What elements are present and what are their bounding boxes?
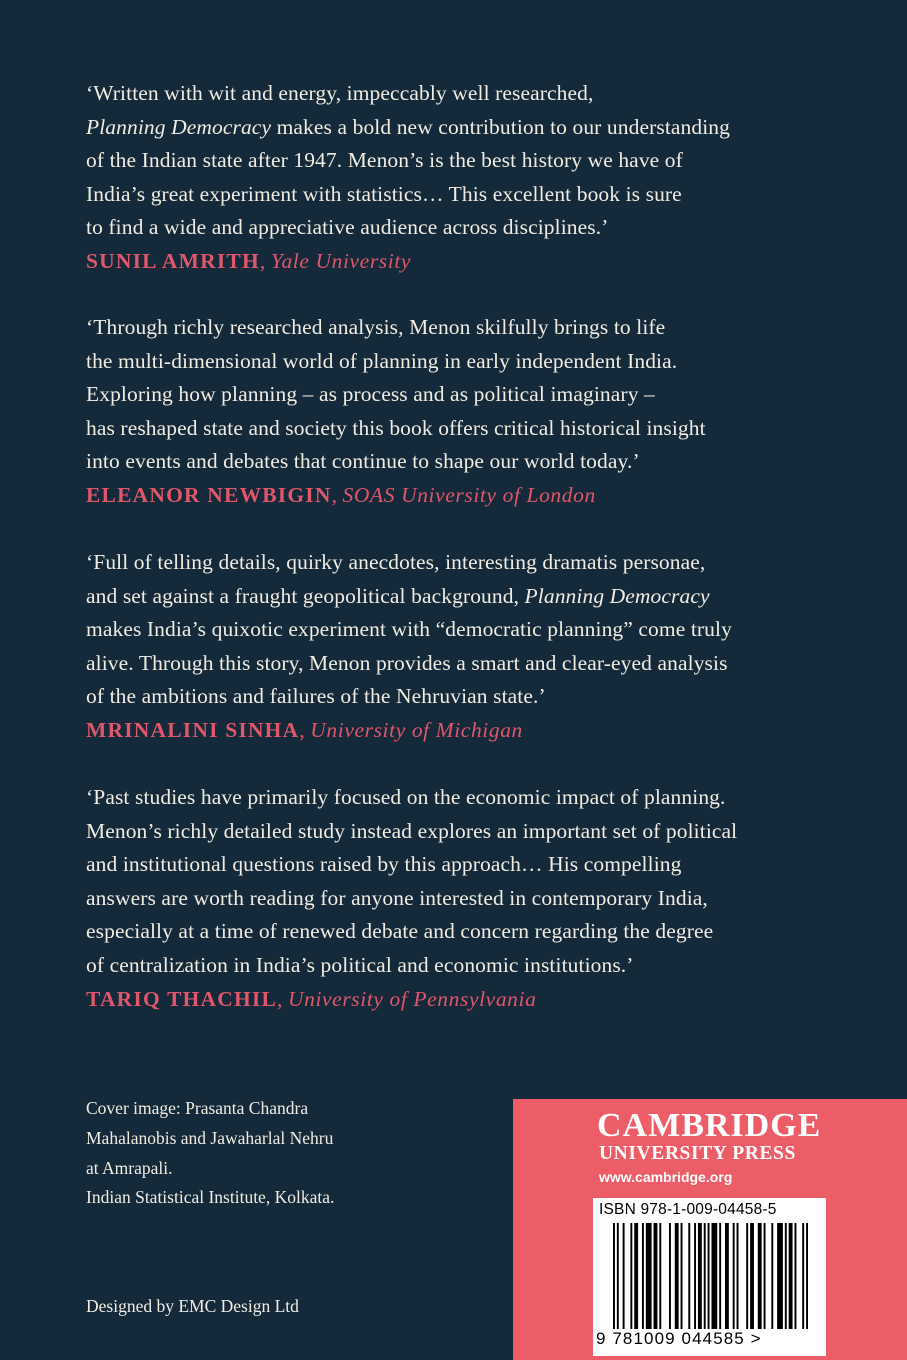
quote-line: into events and debates that continue to shape our world today.’ xyxy=(86,449,640,474)
barcode-bar xyxy=(764,1223,766,1329)
barcode-bar xyxy=(750,1223,754,1329)
barcode-bar xyxy=(646,1223,652,1329)
quote-line: especially at a time of renewed debate and concern regarding the degree xyxy=(86,919,714,944)
cover-image-credit xyxy=(86,1094,334,1213)
quote-line-rest: makes a bold new contribution to our understanding xyxy=(271,114,731,139)
barcode-bar xyxy=(746,1223,748,1329)
barcode-bar xyxy=(719,1223,721,1329)
barcode-bar xyxy=(737,1223,739,1329)
barcode-bar xyxy=(704,1223,706,1329)
quote-line: to find a wide and appreciative audience across disciplines.’ xyxy=(86,215,609,240)
barcode-bar xyxy=(669,1223,671,1329)
endorser-name: TARIQ THACHIL xyxy=(86,986,278,1011)
endorsement-1 xyxy=(86,77,826,279)
quote-line: of centralization in India’s political and economic institutions.’ xyxy=(86,952,634,977)
barcode-bar xyxy=(623,1223,625,1329)
endorsement-2 xyxy=(86,311,826,513)
quote-line: of the Indian state after 1947. Menon’s is the best history we have of xyxy=(86,148,683,173)
barcode-bar xyxy=(725,1223,729,1329)
barcode-bar xyxy=(681,1223,683,1329)
endorser-name: ELEANOR NEWBIGIN xyxy=(86,482,332,507)
book-title: Planning Democracy xyxy=(524,583,710,608)
quote-line: the multi-dimensional world of planning in early independent India. xyxy=(86,348,678,373)
barcode-bar xyxy=(771,1223,773,1329)
endorser-name: SUNIL AMRITH xyxy=(86,248,260,273)
credit-line: Cover image: Prasanta Chandra xyxy=(86,1098,309,1118)
endorser-institution: University of Michigan xyxy=(310,717,523,742)
quote-line: and institutional questions raised by this approach… His compelling xyxy=(86,852,682,877)
barcode-bar xyxy=(642,1223,644,1329)
endorser-attribution: TARIQ THACHIL, University of Pennsylvania xyxy=(86,986,537,1011)
quote-line: of the ambitions and failures of the Nehruvian state.’ xyxy=(86,684,546,709)
design-credit xyxy=(86,1292,299,1322)
endorser-institution: University of Pennsylvania xyxy=(287,986,537,1011)
quote-line xyxy=(86,111,826,145)
design-credit-text: Designed by EMC Design Ltd xyxy=(86,1296,299,1316)
quote-line: India’s great experiment with statistics… This excellent book is sure xyxy=(86,181,682,206)
barcode-bar xyxy=(806,1223,808,1329)
isbn-label: ISBN 978-1-009-04458-5 xyxy=(599,1201,777,1218)
barcode-bar xyxy=(733,1223,735,1329)
barcode-bar xyxy=(698,1223,702,1329)
barcode-bar xyxy=(711,1223,717,1329)
quote-line: has reshaped state and society this book offers critical historical insight xyxy=(86,415,706,440)
credit-line: at Amrapali. xyxy=(86,1157,173,1178)
barcode-bar xyxy=(654,1223,658,1329)
endorser-attribution: ELEANOR NEWBIGIN, SOAS University of London xyxy=(86,482,596,507)
quote-line: Menon’s richly detailed study instead explores an important set of political xyxy=(86,818,738,843)
endorsement-4 xyxy=(86,781,826,1016)
quote-line: ‘Full of telling details, quirky anecdotes, interesting dramatis personae, xyxy=(86,550,706,574)
quote-line: makes India’s quixotic experiment with “democratic planning” come truly xyxy=(86,617,732,642)
barcode-bar xyxy=(794,1223,796,1329)
barcode-bar xyxy=(617,1223,619,1329)
barcode-bar xyxy=(708,1223,710,1329)
isbn-barcode xyxy=(593,1198,826,1356)
barcode-bar xyxy=(785,1223,787,1329)
endorser-attribution: SUNIL AMRITH, Yale University xyxy=(86,248,412,273)
credit-line: Mahalanobis and Jawaharlal Nehru xyxy=(86,1127,334,1148)
barcode-bar xyxy=(630,1223,632,1329)
barcode-bar xyxy=(688,1223,690,1329)
publisher-url: www.cambridge.org xyxy=(599,1169,733,1185)
quote-line xyxy=(86,580,826,614)
barcode-bar xyxy=(777,1223,783,1329)
barcode-bar xyxy=(613,1223,615,1329)
endorser-institution: SOAS University of London xyxy=(342,482,596,507)
publisher-press: UNIVERSITY PRESS xyxy=(599,1143,796,1164)
quote-line: Exploring how planning – as process and as political imaginary – xyxy=(86,382,655,407)
endorsement-3 xyxy=(86,546,826,748)
barcode-bars xyxy=(613,1223,808,1329)
quote-line: ‘Written with wit and energy, impeccably well researched, xyxy=(86,81,594,105)
credit-line: Indian Statistical Institute, Kolkata. xyxy=(86,1187,335,1208)
quote-line: ‘Past studies have primarily focused on the economic impact of planning. xyxy=(86,785,726,809)
publisher-box xyxy=(513,1099,907,1360)
barcode-bar xyxy=(694,1223,696,1329)
barcode-bar xyxy=(789,1223,793,1329)
barcode-bar xyxy=(675,1223,679,1329)
barcode-digits: 9 781009 044585 > xyxy=(596,1329,762,1348)
endorser-attribution: MRINALINI SINHA, University of Michigan xyxy=(86,717,523,742)
barcode-bar xyxy=(659,1223,661,1329)
quote-line: alive. Through this story, Menon provides a smart and clear-eyed analysis xyxy=(86,650,728,675)
quote-line: ‘Through richly researched analysis, Menon skilfully brings to life xyxy=(86,315,666,339)
book-title: Planning Democracy xyxy=(86,114,272,139)
endorser-institution: Yale University xyxy=(270,248,412,273)
barcode-bar xyxy=(758,1223,762,1329)
barcode-bar xyxy=(634,1223,638,1329)
endorser-name: MRINALINI SINHA xyxy=(86,717,300,742)
quote-line-pre: and set against a fraught geopolitical background, xyxy=(86,583,525,608)
quote-line: answers are worth reading for anyone interested in contemporary India, xyxy=(86,885,708,910)
barcode-bar xyxy=(802,1223,804,1329)
publisher-name: CAMBRIDGE xyxy=(597,1107,822,1144)
